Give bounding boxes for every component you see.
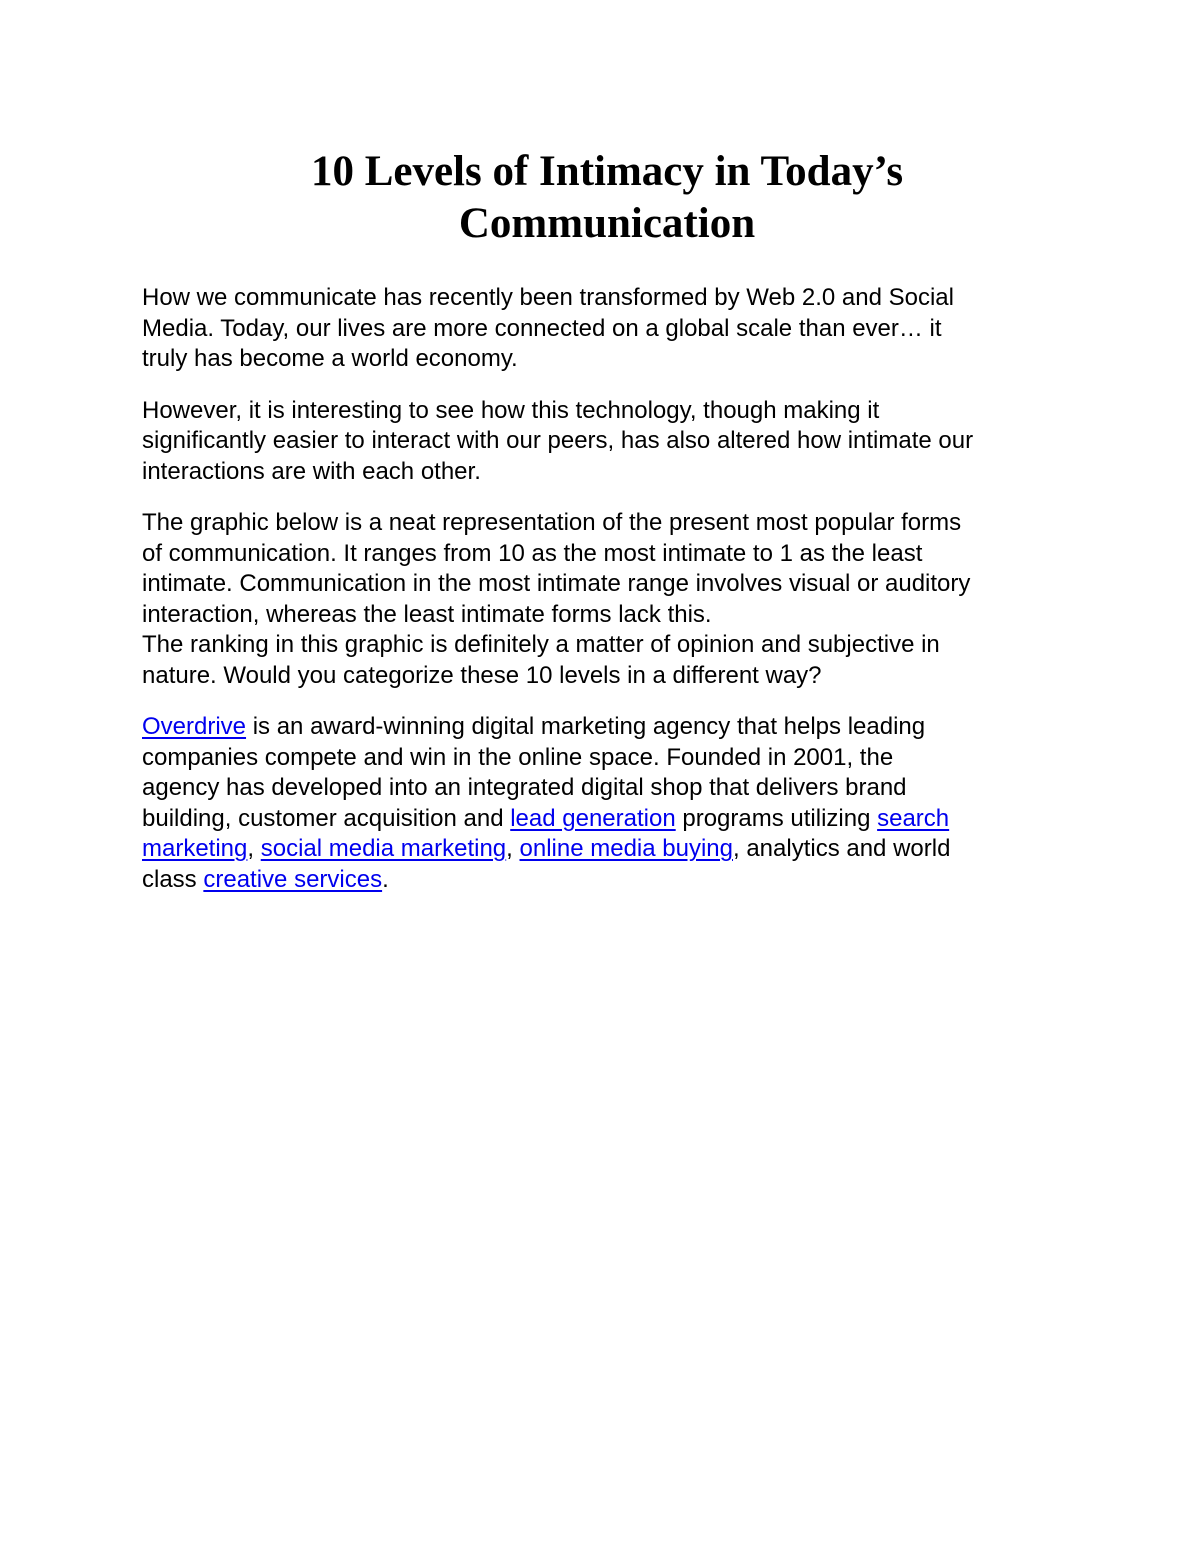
paragraph-line: of communication. It ranges from 10 as the most intimate to 1 as the least (142, 539, 923, 567)
online-media-buying-link[interactable]: online media buying (519, 835, 733, 862)
paragraph-line: nature. Would you categorize these 10 levels in a different way? (142, 661, 822, 689)
agency-paragraph (142, 712, 1072, 895)
paragraph-text: class (142, 865, 204, 893)
paragraph-text: , (247, 835, 261, 862)
search-marketing-link[interactable]: search (877, 804, 950, 832)
paragraph-line: The ranking in this graphic is definitely a matter of opinion and subjective in (142, 631, 940, 658)
paragraph-text: programs utilizing (675, 804, 878, 832)
paragraph-line: truly has become a world economy. (142, 345, 518, 372)
document-content (142, 146, 1072, 895)
lead-generation-link[interactable]: lead generation (510, 804, 676, 832)
paragraph-line: The graphic below is a neat representation of the present most popular forms (142, 509, 962, 536)
paragraph-line: However, it is interesting to see how this technology, though making it (142, 396, 880, 424)
paragraph-line (142, 712, 1072, 743)
creative-services-link[interactable]: creative services (203, 865, 383, 893)
paragraph-line: Media. Today, our lives are more connected on a global scale than ever… it (142, 314, 942, 342)
paragraph-text: , (506, 835, 520, 862)
title-line-2: Communication (458, 200, 756, 247)
paragraph-line: agency has developed into an integrated digital shop that delivers brand (142, 774, 907, 801)
social-media-marketing-link[interactable]: social media marketing (260, 835, 507, 862)
paragraph-text: is an award-winning digital marketing agency that helps leading (246, 713, 926, 740)
paragraph-line (142, 804, 1072, 835)
paragraph-line: significantly easier to interact with our peers, has also altered how intimate our (142, 427, 974, 454)
paragraph-line: How we communicate has recently been transformed by Web 2.0 and Social (142, 284, 954, 311)
technology-paragraph (142, 396, 1072, 488)
paragraph-line (142, 865, 1072, 896)
paragraph-line: interactions are with each other. (142, 457, 481, 485)
paragraph-line (142, 834, 1072, 865)
paragraph-line: companies compete and win in the online space. Founded in 2001, the (142, 743, 894, 771)
paragraph-line: interaction, whereas the least intimate forms lack this. (142, 600, 712, 628)
paragraph-line: intimate. Communication in the most intimate range involves visual or auditory (142, 570, 971, 597)
paragraph-text: , analytics and world (732, 835, 951, 862)
overdrive-link[interactable]: Overdrive (142, 713, 247, 740)
search-marketing-link-continued[interactable]: marketing (142, 835, 248, 862)
graphic-paragraph (142, 508, 1072, 691)
document-title (142, 146, 1072, 250)
intro-paragraph (142, 283, 1072, 375)
paragraph-text: . (382, 865, 389, 893)
paragraph-text: building, customer acquisition and (142, 804, 511, 832)
title-line-1: 10 Levels of Intimacy in Today’s (310, 148, 904, 195)
